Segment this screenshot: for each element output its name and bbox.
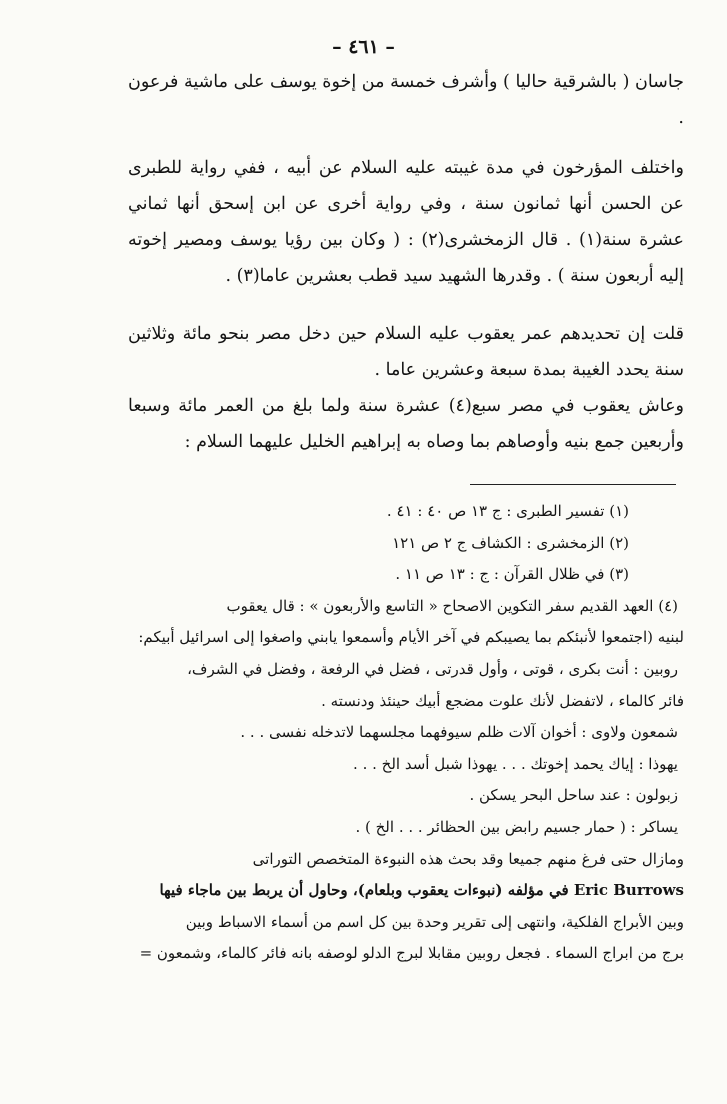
footnote-line: لبنيه (اجتمعوا لأنبئكم بما يصيبكم في آخر الأيام وأسمعوا يابني واصغوا إلى اسرائيل أبيكم:: [138, 628, 684, 647]
page-number: – ٤٦١ –: [332, 36, 395, 58]
footnote-line: برج من ابراج السماء . فجعل روبين مقابلا لبرج الدلو لوصفه بانه فائر كالماء، وشمعون =: [139, 944, 684, 963]
footnote-separator: [470, 484, 676, 485]
footnote-line: زبولون : عند ساحل البحر يسكن .: [469, 786, 678, 805]
footnote-3: (٣) في ظلال القرآن : ج : ١٣ ص ١١ .: [395, 565, 629, 584]
paragraph-3: قلت إن تحديدهم عمر يعقوب عليه السلام حين دخل مصر بنحو مائة وثلاثين سنة يحدد الغيبة بمدة سبعة وعشرين عاما .: [128, 324, 684, 380]
footnote-line: شمعون ولاوى : أخوان آلات ظلم سيوفهما مجلسهما لاتدخله نفسى . . .: [240, 723, 678, 742]
footnote-4: (٤) العهد القديم سفر التكوين الاصحاح « التاسع والأربعون » : قال يعقوب: [226, 596, 678, 615]
footnote-line: Eric Burrows في مؤلفه (نبوءات يعقوب وبلعام)، وحاول أن يربط بين ماجاء فيها: [159, 881, 684, 900]
footnote-2: (٢) الزمخشرى : الكشاف ج ٢ ص ١٢١: [392, 533, 629, 552]
footnote-line: وبين الأبراج الفلكية، وانتهى إلى تقرير وحدة بين كل اسم من أسماء الاسباط وبين: [185, 912, 684, 931]
footnote-line: فائر كالماء ، لاتفضل لأنك علوت مضجع أبيك حينئذ ودنسته .: [321, 691, 684, 710]
footnote-line: يساكر : ( حمار جسيم رابض بين الحظائر . . . الخ ) .: [355, 817, 678, 836]
paragraph-4: وعاش يعقوب في مصر سبع(٤) عشرة سنة ولما بلغ من العمر مائة وسبعا وأربعين جمع بنيه وأوصاهم بما وصاه به إبراهيم الخليل عليهما السلام :: [128, 396, 684, 452]
footnote-1: (١) تفسير الطبرى : ج ١٣ ص ٤٠ : ٤١ .: [386, 502, 629, 520]
main-text: [128, 64, 684, 482]
footnotes: [128, 496, 684, 970]
footnote-line: ومازال حتى فرغ منهم جميعا وقد بحث هذه النبوءة المتخصص التوراتى: [252, 849, 684, 868]
footnote-line: روبين : أنت بكرى ، قوتى ، وأول قدرتى ، فضل في الرفعة ، وفضل في الشرف،: [187, 659, 678, 678]
footnote-line: يهوذا : إياك يحمد إخوتك . . . يهوذا شبل أسد الخ . . .: [353, 754, 678, 773]
paragraph-2: واختلف المؤرخون في مدة غيبته عليه السلام عن أبيه ، ففي رواية للطبرى عن الحسن أنها ثمانون سنة ، وفي رواية أخرى عن ابن إسحق أنها ثماني عشرة سنة(١) . قال الزمخشرى(٢) : ( وكان بين رؤيا يوسف ومصير إخوته إليه أربعون سنة ) . وقدرها الشهيد سيد قطب بعشرين عاما(٣) .: [128, 158, 684, 286]
paragraph-1: جاسان ( بالشرقية حاليا ) وأشرف خمسة من إخوة يوسف على ماشية فرعون .: [128, 72, 684, 128]
